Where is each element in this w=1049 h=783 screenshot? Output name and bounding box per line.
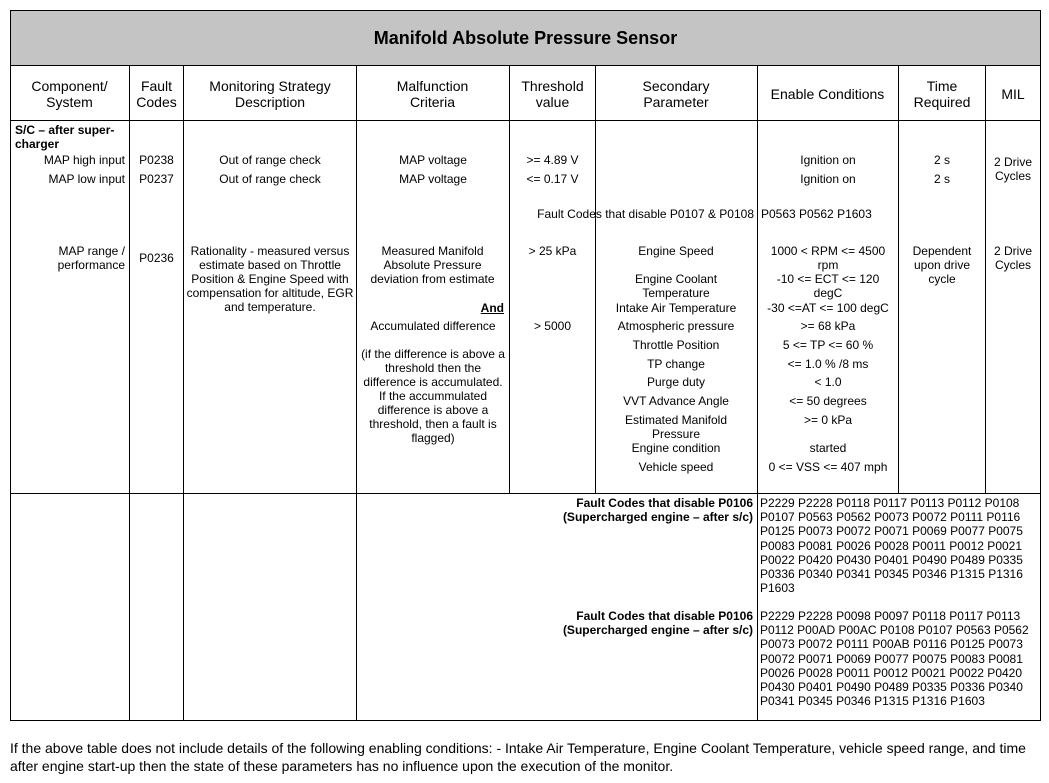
col-divider-7 xyxy=(898,66,899,494)
secondary-param-coolant-temp: Engine Coolant Temperature xyxy=(634,272,718,300)
header-mil: MIL xyxy=(1001,85,1025,102)
map-low-component: MAP low input xyxy=(48,172,125,186)
secondary-param-est-manifold-pressure: Estimated Manifold Pressure xyxy=(624,413,728,441)
border-right xyxy=(1040,66,1041,721)
header-component: Component/ System xyxy=(31,77,108,110)
enable-cond-purge-duty: < 1.0 xyxy=(814,375,842,389)
mil-range-high-low: 2 Drive Cycles xyxy=(993,155,1032,183)
border-bottom xyxy=(10,720,1041,721)
disable-p0107-label: Fault Codes that disable P0107 & P0108 xyxy=(537,207,754,221)
map-high-time: 2 s xyxy=(933,153,950,167)
enable-cond-est-manifold-pressure: >= 0 kPa xyxy=(803,413,853,427)
enable-cond-vehicle-speed: 0 <= VSS <= 407 mph xyxy=(768,460,888,474)
secondary-param-engine-speed: Engine Speed xyxy=(638,244,714,258)
secondary-param-purge-duty: Purge duty xyxy=(646,375,706,389)
map-high-code: P0238 xyxy=(139,153,174,167)
enable-cond-throttle-position: 5 <= TP <= 60 % xyxy=(782,338,874,352)
map-low-strategy: Out of range check xyxy=(219,172,321,186)
map-range-component: MAP range / performance xyxy=(57,244,125,272)
map-high-malfunction: MAP voltage xyxy=(399,153,467,167)
col-divider-4 xyxy=(509,66,510,494)
map-range-strategy: Rationality - measured versus estimate based on Throttle Position & Engine Speed with compensation for altitude, EGR and temperature. xyxy=(186,244,354,314)
map-low-time: 2 s xyxy=(933,172,950,186)
enable-cond-atm-pressure: >= 68 kPa xyxy=(800,319,856,333)
section-divider xyxy=(10,493,1041,494)
col-divider-5 xyxy=(595,66,596,494)
map-range-malfunction-note: (if the difference is above a threshold then the difference is accumulated. If the accummulated difference is above a threshold, then a fault is flagged) xyxy=(361,347,505,445)
header-divider xyxy=(10,120,1041,121)
disable-p0107-codes: P0563 P0562 P1603 xyxy=(761,207,872,221)
disable-p0106-a-label-2: (Supercharged engine – after s/c) xyxy=(562,510,753,524)
map-low-enable: Ignition on xyxy=(800,172,856,186)
enable-cond-tp-change: <= 1.0 % /8 ms xyxy=(787,357,869,371)
footnote: If the above table does not include details of the following enabling conditions: - Intake Air Temperature, Engine Coolant Temperature, vehicle speed range, and time after engine start-up then the state of these parameters has no influence upon the execution of the monitor. xyxy=(10,740,1026,774)
enable-cond-intake-air-temp: -30 <=AT <= 100 degC xyxy=(767,301,889,315)
map-range-time: Dependent upon drive cycle xyxy=(912,244,972,286)
secondary-param-vvt-advance: VVT Advance Angle xyxy=(623,394,729,408)
map-high-enable: Ignition on xyxy=(800,153,856,167)
disable-p0106-a-label-1: Fault Codes that disable P0106 xyxy=(576,496,753,510)
sc-heading: S/C – after super-charger xyxy=(15,123,115,151)
disable-p0106-b-label-2: (Supercharged engine – after s/c) xyxy=(562,623,753,637)
secondary-param-throttle-position: Throttle Position xyxy=(632,338,720,352)
map-low-threshold: <= 0.17 V xyxy=(526,172,579,186)
map-low-malfunction: MAP voltage xyxy=(399,172,467,186)
header-fault-codes: Fault Codes xyxy=(136,77,177,110)
map-range-threshold-1: > 25 kPa xyxy=(528,244,577,258)
table-title: Manifold Absolute Pressure Sensor xyxy=(10,10,1041,66)
secondary-param-vehicle-speed: Vehicle speed xyxy=(638,460,714,474)
secondary-param-atm-pressure: Atmospheric pressure xyxy=(617,319,735,333)
secondary-param-intake-air-temp: Intake Air Temperature xyxy=(615,301,737,315)
header-time: Time Required xyxy=(913,77,971,110)
secondary-param-tp-change: TP change xyxy=(647,357,705,371)
map-high-threshold: >= 4.89 V xyxy=(526,153,579,167)
map-range-malfunction-1: Measured Manifold Absolute Pressure deviation from estimate xyxy=(370,244,495,286)
map-low-code: P0237 xyxy=(139,172,174,186)
map-range-malfunction-2: Accumulated difference xyxy=(370,319,496,333)
enable-cond-engine-condition: started xyxy=(809,441,847,455)
enable-cond-engine-speed: 1000 < RPM <= 4500 rpm xyxy=(770,244,886,272)
header-malfunction: Malfunction Criteria xyxy=(396,77,469,110)
header-enable: Enable Conditions xyxy=(770,85,885,102)
col-divider-8 xyxy=(985,66,986,494)
header-secondary: Secondary Parameter xyxy=(642,77,710,110)
secondary-param-engine-condition: Engine condition xyxy=(631,441,721,455)
border-left xyxy=(10,66,11,721)
and-label: And xyxy=(480,301,504,315)
header-threshold: Threshold value xyxy=(521,77,584,110)
map-range-mil: 2 Drive Cycles xyxy=(993,244,1032,272)
enable-cond-coolant-temp: -10 <= ECT <= 120 degC xyxy=(776,272,880,300)
disable-p0106-b-codes: P2229 P2228 P0098 P0097 P0118 P0117 P0113 P0112 P00AD P00AC P0108 P0107 P0563 P0562 P0073 P0072 P0111 P00AB P0116 P0125 P0073 P0072 P0071 P0069 P0077 P0075 P0083 P0081 P0026 P0028 P0011 P0012 P0021 P0022 P0420 P0430 P0401 P0490 P0489 P0335 P0336 P0340 P0341 P0345 P0346 P1315 P1316 P1603 xyxy=(760,609,1029,709)
map-range-code: P0236 xyxy=(139,251,174,265)
disable-p0106-a-codes: P2229 P2228 P0118 P0117 P0113 P0112 P0108 P0107 P0563 P0562 P0073 P0072 P0111 P0116 P0125 P0073 P0072 P0071 P0069 P0077 P0075 P0083 P0081 P0026 P0028 P0011 P0012 P0021 P0022 P0420 P0430 P0401 P0490 P0489 P0335 P0336 P0340 P0341 P0345 P0346 P1315 P1316 P1603 xyxy=(760,496,1023,596)
map-range-threshold-2: > 5000 xyxy=(533,319,572,333)
map-high-strategy: Out of range check xyxy=(219,153,321,167)
header-strategy: Monitoring Strategy Description xyxy=(209,77,331,110)
disable-p0106-b-label-1: Fault Codes that disable P0106 xyxy=(576,609,753,623)
map-high-component: MAP high input xyxy=(43,153,125,167)
enable-cond-vvt-advance: <= 50 degrees xyxy=(789,394,867,408)
